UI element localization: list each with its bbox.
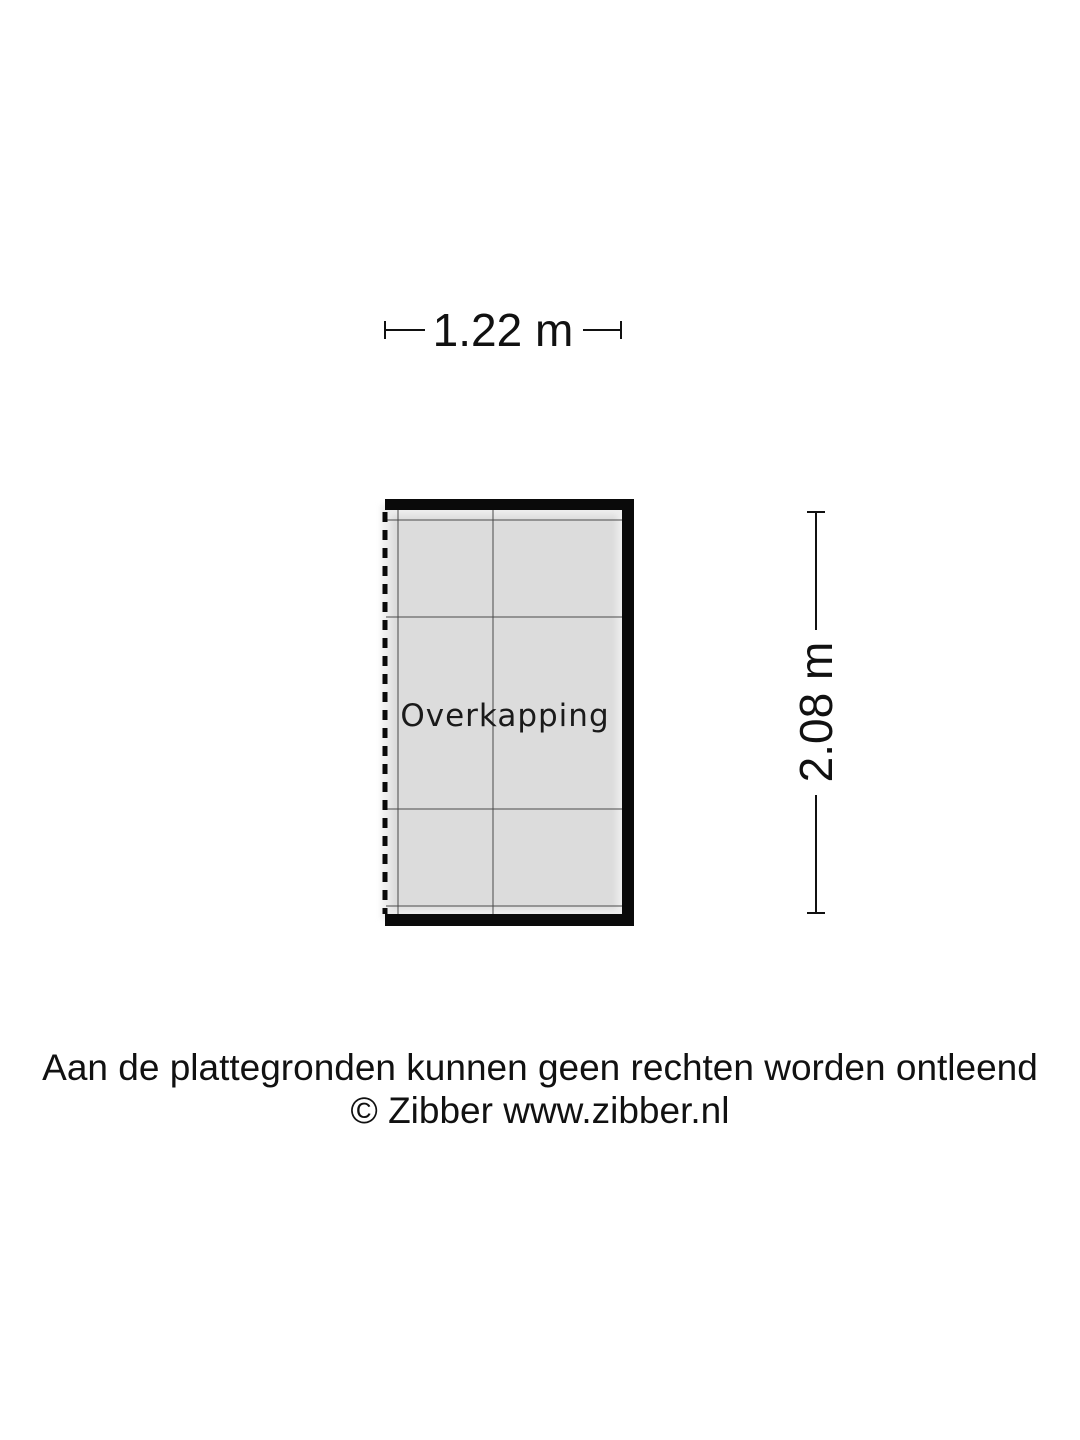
room-name-label: Overkapping	[400, 698, 610, 734]
height-label: 2.08 m	[790, 641, 842, 783]
height-dimension	[790, 512, 842, 913]
room-overkapping	[385, 499, 634, 926]
disclaimer-text: Aan de plattegronden kunnen geen rechten worden ontleend	[42, 1047, 1038, 1088]
width-label: 1.22 m	[432, 304, 574, 356]
copyright-text: © Zibber www.zibber.nl	[350, 1090, 730, 1131]
width-dimension	[385, 304, 622, 356]
